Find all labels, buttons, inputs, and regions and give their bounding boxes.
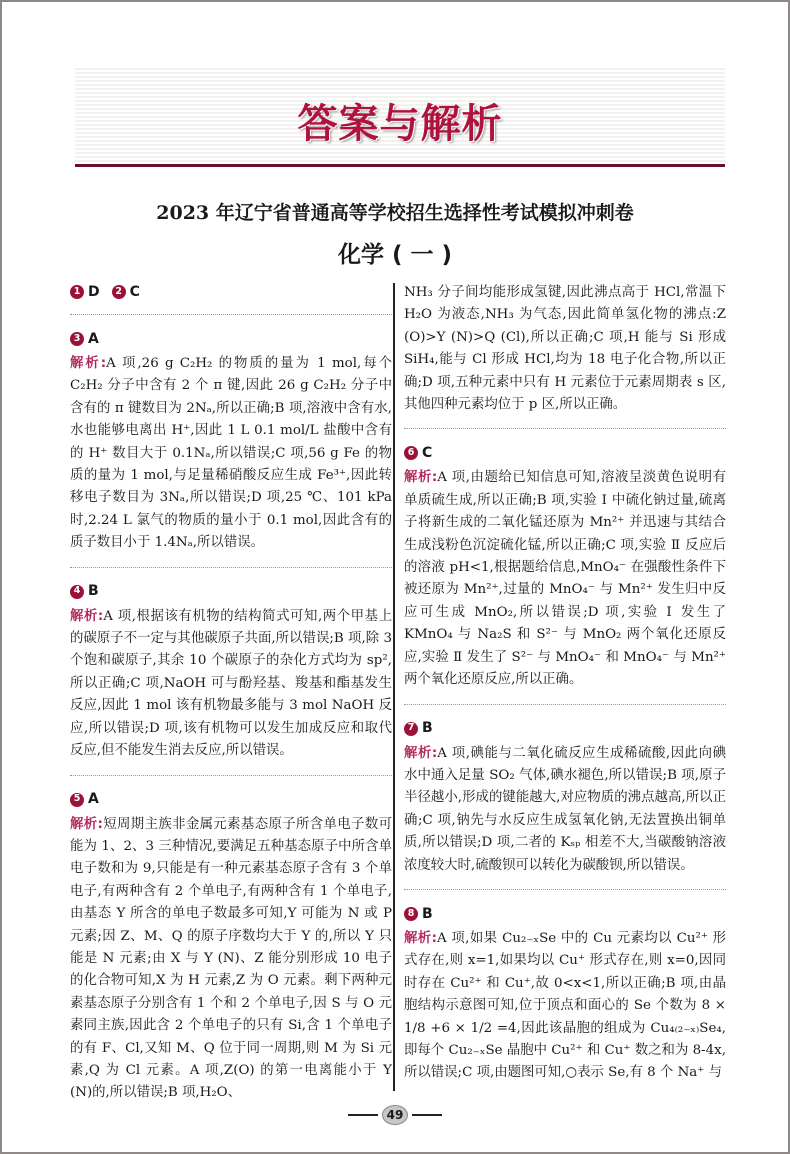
question-number-badge: 5 (70, 793, 84, 807)
analysis-text: A 项,如果 Cu₂₋ₓSe 中的 Cu 元素均以 Cu²⁺ 形式存在,则 x=1,如果均以 Cu⁺ 形式存在,则 x=0,因同时存在 Cu²⁺ 和 Cu⁺,故 0<x<1,所以正确;B 项,由晶胞结构示意图可知,位于顶点和面心的 Se 个数为 8 × 1/8 +6 × 1/2 =4,因此该晶胞的组成为 Cu₄₍₂₋ₓ₎Se₄,即每个 Cu₂₋ₓSe 晶胞中 Cu²⁺ 和 Cu⁺ 数之和为 8-4x,所以错误;C 项,由题图可知,○表示 Se,有 8 个 Na⁺ 与 (404, 930, 726, 1081)
analysis-text: 短周期主族非金属元素基态原子所含单电子数可能为 1、2、3 三种情况,要满足五种基态原子中所含单电子数和为 9,只能是有一种元素基态原子含有 3 个单电子,有两种含有 2 个单电子,有两种含有 1 个单电子,由基态 Y 所含的单电子数最多可知,Y 可能为 N 或 P 元素;因 Z、M、Q 的原子序数均大于 Y 的,所以 Y 只能是 N 元素;由 X 与 Y (N)、Z 能分别形成 10 电子的化合物可知,X 为 H 元素,Z 为 O 元素。剩下两种元素基态原子分别含有 1 个和 2 个单电子,因 S 与 O 元素同主族,因此含 2 个单电子的只有 Si,含 1 个单电子的有 F、Cl,又知 M、Q 位于同一周期,则 M 为 Si 元素,Q 为 Cl 元素。A 项,Z(O) 的第一电离能小于 Y (N)的,所以错误;B 项,H₂O、 (70, 816, 392, 1101)
question-item (404, 719, 726, 877)
analysis-text: A 项,26 g C₂H₂ 的物质的量为 1 mol,每个 C₂H₂ 分子中含有 2 个 π 键,因此 26 g C₂H₂ 分子中含有的 π 键数目为 2Nₐ,所以正确;B 项,溶液中含有水,水也能够电离出 H⁺,因此 1 L 0.1 mol/L 盐酸中含有的 H⁺ 数目大于 0.1Nₐ,所以错误;C 项,56 g Fe 的物质的量为 1 mol,与足量稀硝酸反应生成 Fe³⁺,因此转移电子数目为 3Nₐ,所以错误;D 项,25 ℃、101 kPa 时,2.24 L 氯气的物质的量小于 0.1 mol,因此含有的质子数目小于 1.4Nₐ,所以错误。 (70, 356, 393, 551)
question-number-badge: 4 (70, 585, 84, 599)
analysis-label: 解析: (404, 470, 438, 486)
banner-title: 答案与解析 (297, 101, 503, 147)
answer-row-1-2 (70, 282, 392, 302)
header-banner (75, 68, 725, 162)
answer-letter: B (422, 720, 433, 737)
answer-letter: C (422, 445, 433, 462)
question-number-badge: 2 (112, 285, 126, 299)
answer-letter: A (88, 330, 99, 347)
analysis-label: 解析: (70, 608, 104, 624)
continued-analysis-text: NH₃ 分子间均能形成氢键,因此沸点高于 HCl,常温下 H₂O 为液态,NH₃ 为气态,因此简单氢化物的沸点:Z (O)>Y (N)>Q (Cl),所以正确;C 项,H 能与 Si 形成 SiH₄,能与 Cl 形成 HCl,均为 18 电子化合物,所以正确;D 项,五种元素中只有 H 元素位于元素周期表 s 区,其他四种元素均位于 p 区,所以正确。 (404, 285, 726, 413)
dotted-separator (70, 314, 392, 315)
question-item (404, 904, 726, 1085)
answer-letter: A (88, 791, 99, 808)
analysis-text: A 项,根据该有机物的结构简式可知,两个甲基上的碳原子不一定与其他碳原子共面,所以错误;B 项,除 3 个饱和碳原子,其余 10 个碳原子的杂化方式均为 sp²,所以正确;C 项,NaOH 可与酚羟基、羧基和酯基发生反应,因此 1 mol 该有机物最多能与 3 mol NaOH 反应,所以错误;D 项,该有机物可以发生加成反应和取代反应,但不能发生消去反应,所以错误。 (70, 608, 392, 759)
answer-letter: B (88, 583, 99, 600)
dotted-separator (404, 704, 726, 705)
footer-rule-right (412, 1114, 442, 1116)
answer-letter: C (129, 283, 140, 300)
question-number-badge: 8 (404, 907, 418, 921)
question-item (70, 582, 392, 763)
question-item (70, 790, 392, 1105)
subject-title: 化学 ( 一 ) (337, 242, 453, 268)
footer-rule-left (348, 1114, 378, 1116)
column-divider (393, 283, 395, 1091)
dotted-separator (70, 567, 392, 568)
answer-letter: D (88, 283, 100, 300)
question-number-badge: 7 (404, 722, 418, 736)
dotted-separator (404, 428, 726, 429)
page-number-footer (0, 1105, 790, 1125)
question-number-badge: 6 (404, 446, 418, 460)
dotted-separator (70, 775, 392, 776)
right-column (404, 282, 726, 1085)
question-item (70, 329, 392, 555)
answer-letter: B (422, 905, 433, 922)
banner-rule (75, 164, 725, 167)
question-number-badge: 3 (70, 332, 84, 346)
analysis-label: 解析: (70, 816, 103, 832)
question-number-badge: 1 (70, 285, 84, 299)
analysis-label: 解析: (70, 356, 107, 371)
analysis-text: A 项,碘能与二氧化硫反应生成稀硫酸,因此向碘水中通入足量 SO₂ 气体,碘水褪色,所以错误;B 项,原子半径越小,形成的键能越大,对应物质的沸点越高,所以正确;C 项,钠先与水反应生成氢氧化钠,无法置换出铜单质,所以错误;D 项,二者的 Kₛₚ 相差不大,当碳酸钠溶液浓度较大时,硫酸钡可以转化为碳酸钡,所以错误。 (404, 745, 726, 873)
exam-title: 2023 年辽宁省普通高等学校招生选择性考试模拟冲刺卷 (156, 202, 634, 224)
dotted-separator (404, 889, 726, 890)
page-number: 49 (382, 1105, 408, 1125)
left-column (70, 282, 392, 1105)
analysis-label: 解析: (404, 930, 437, 946)
analysis-text: A 项,由题给已知信息可知,溶液呈淡黄色说明有单质硫生成,所以正确;B 项,实验 Ⅰ 中硫化钠过量,硫离子将新生成的二氧化锰还原为 Mn²⁺ 并迅速与其结合生成浅粉色沉淀硫化锰,所以正确;C 项,实验 Ⅱ 反应后的溶液 pH<1,根据题给信息,MnO₄⁻ 在强酸性条件下被还原为 Mn²⁺,过量的 MnO₄⁻ 与 Mn²⁺ 发生归中反应可生成 MnO₂,所以错误;D 项,实验 Ⅰ 发生了 KMnO₄ 与 Na₂S 和 S²⁻ 与 MnO₂ 两个氧化还原反应,实验 Ⅱ 发生了 S²⁻ 与 MnO₄⁻ 和 MnO₄⁻ 与 Mn²⁺ 两个氧化还原反应,所以正确。 (404, 470, 726, 688)
analysis-label: 解析: (404, 745, 438, 761)
question-item (404, 443, 726, 691)
